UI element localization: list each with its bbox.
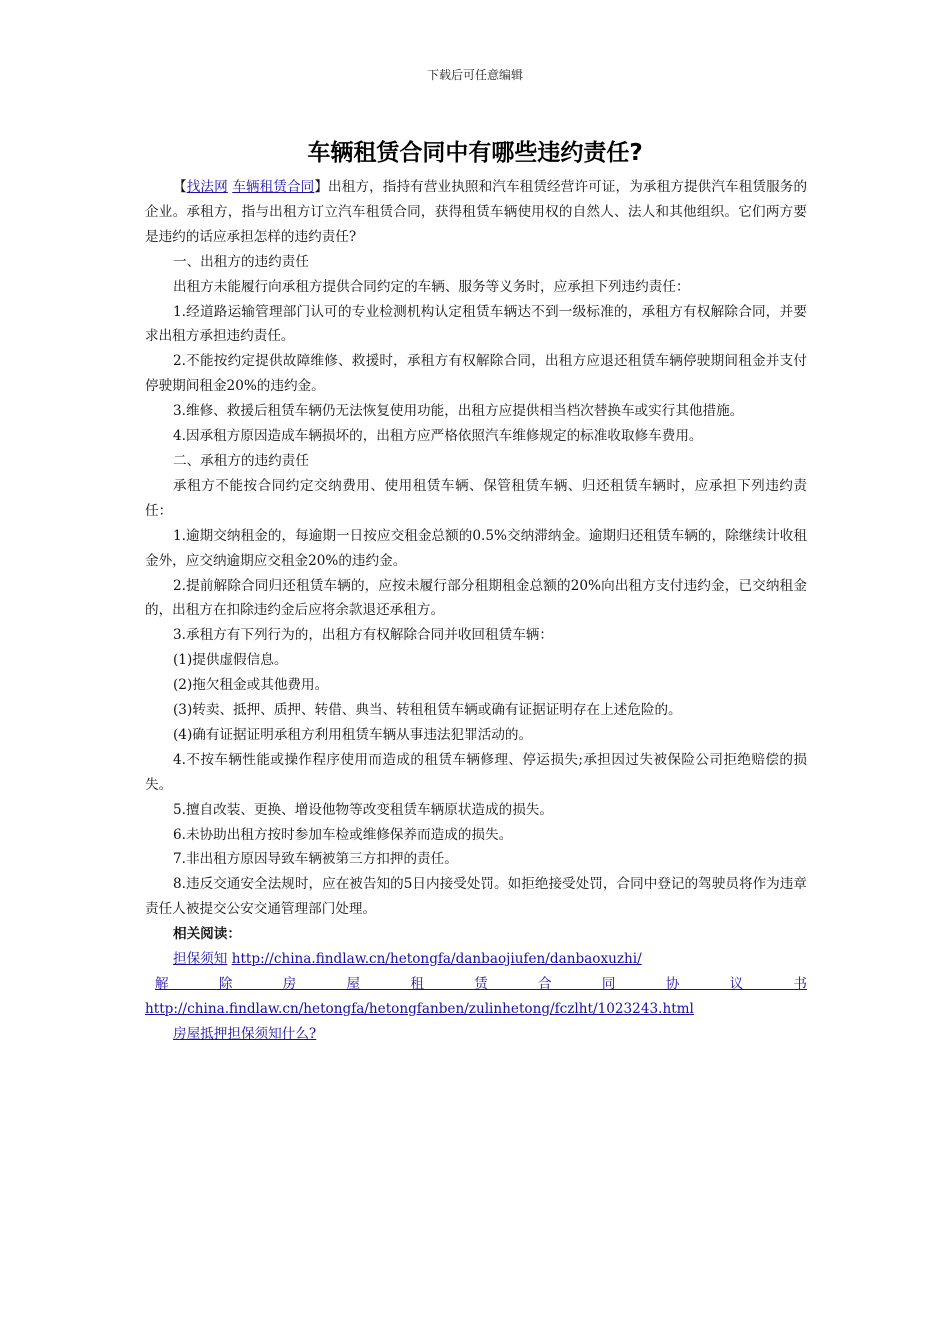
paragraph: 6.未协助出租方按时参加车检或维修保养而造成的损失。 <box>173 826 513 843</box>
paragraph: (4)确有证据证明承租方利用租赁车辆从事违法犯罪活动的。 <box>173 726 533 743</box>
paragraph: 4.不按车辆性能或操作程序使用而造成的租赁车辆修理、停运损失;承担因过失被保险公司拒绝赔偿的损失。 <box>145 751 807 793</box>
intro-paragraph <box>145 175 807 250</box>
intro-text: 出租方，指持有营业执照和汽车租赁经营许可证，为承租方提供汽车租赁服务的企业。承租方，指与出租方订立汽车租赁合同，获得租赁车辆使用权的自然人、法人和其他组织。它们两方要是违约的话应承担怎样的违约责任? <box>145 179 808 245</box>
paragraph: (3)转卖、抵押、质押、转借、典当、转租租赁车辆或确有证据证明存在上述危险的。 <box>173 702 682 719</box>
paragraph: (1)提供虚假信息。 <box>173 652 288 669</box>
related-link-label[interactable]: 担保须知 <box>173 951 228 968</box>
paragraph: (2)拖欠租金或其他费用。 <box>173 677 329 694</box>
paragraph: 2.提前解除合同归还租赁车辆的，应按未履行部分租期租金总额的20%向出租方支付违约金，已交纳租金的，出租方在扣除违约金后应将余款退还承租方。 <box>145 577 807 619</box>
paragraph: 1.经道路运输管理部门认可的专业检测机构认定租赁车辆达不到一级标准的，承租方有权解除合同，并要求出租方承担违约责任。 <box>145 303 807 345</box>
related-link-label[interactable]: 解除房屋租赁合同协议书 <box>155 976 807 992</box>
paragraph: 2.不能按约定提供故障维修、救援时，承租方有权解除合同，出租方应退还租赁车辆停驶期间租金并支付停驶期间租金20%的违约金。 <box>145 353 807 395</box>
findlaw-link[interactable]: 找法网 <box>186 179 228 195</box>
paragraph: 8.违反交通安全法规时，应在被告知的5日内接受处罚。如拒绝接受处罚，合同中登记的驾驶员将作为违章责任人被提交公安交通管理部门处理。 <box>145 876 807 918</box>
related-item <box>145 972 807 1022</box>
paragraph: 1.逾期交纳租金的，每逾期一日按应交租金总额的0.5%交纳滞纳金。逾期归还租赁车辆的，除继续计收租金外，应交纳逾期应交租金20%的违约金。 <box>145 527 807 569</box>
close-bracket: 】 <box>314 179 329 195</box>
paragraph: 承租方不能按合同约定交纳费用、使用租赁车辆、保管租赁车辆、归还租赁车辆时，应承担下列违约责任： <box>145 477 807 519</box>
header-note: 下载后可任意编辑 <box>426 68 523 82</box>
document-body <box>145 175 807 1047</box>
related-link-url[interactable]: http://china.findlaw.cn/hetongfa/danbaojiufen/danbaoxuzhi/ <box>231 951 642 968</box>
related-link-label[interactable]: 房屋抵押担保须知什么? <box>173 1025 317 1042</box>
related-reading-heading: 相关阅读： <box>173 926 241 943</box>
paragraph: 5.擅自改装、更换、增设他物等改变租赁车辆原状造成的损失。 <box>173 801 553 818</box>
paragraph: 7.非出租方原因导致车辆被第三方扣押的责任。 <box>173 851 458 868</box>
paragraph: 出租方未能履行向承租方提供合同约定的车辆、服务等义务时，应承担下列违约责任： <box>173 278 690 295</box>
paragraph: 3.承租方有下列行为的，出租方有权解除合同并收回租赁车辆： <box>173 627 553 644</box>
related-item <box>145 947 807 972</box>
section-heading-lessor: 一、出租方的违约责任 <box>173 253 309 270</box>
section-heading-lessee: 二、承租方的违约责任 <box>173 452 309 469</box>
related-link-url[interactable]: http://china.findlaw.cn/hetongfa/hetongfanben/zulinhetong/fczlht/1023243.html <box>145 1000 694 1017</box>
open-bracket: 【 <box>173 179 187 195</box>
document-title: 车辆租赁合同中有哪些违约责任? <box>307 140 643 166</box>
paragraph: 4.因承租方原因造成车辆损坏的，出租方应严格依照汽车维修规定的标准收取修车费用。 <box>173 428 703 445</box>
related-item <box>145 1022 807 1047</box>
car-lease-contract-link[interactable]: 车辆租赁合同 <box>232 179 315 195</box>
paragraph: 3.维修、救援后租赁车辆仍无法恢复使用功能，出租方应提供相当档次替换车或实行其他措施。 <box>173 403 744 420</box>
